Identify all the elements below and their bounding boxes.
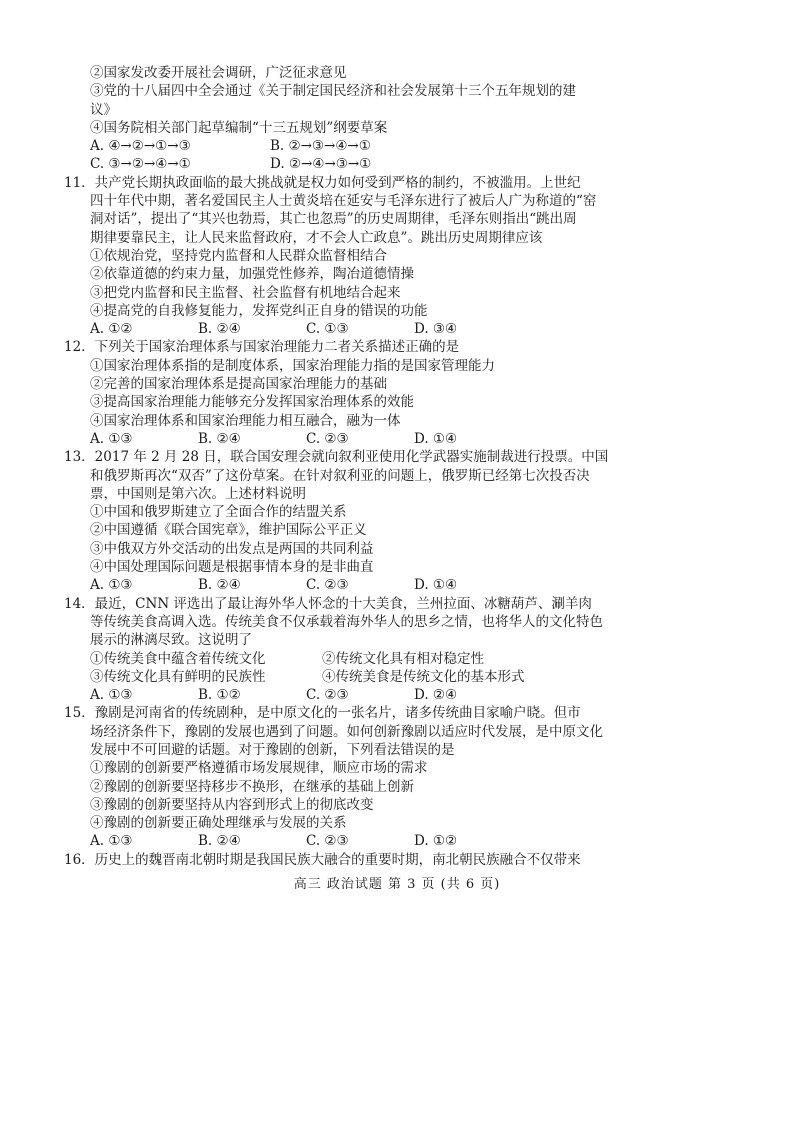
q16-stem: 16．历史上的魏晋南北朝时期是我国民族大融合的重要时期，南北朝民族融合不仅带来	[64, 851, 581, 868]
q13-option-b: B. ②④	[198, 577, 241, 594]
q10-options	[64, 155, 644, 173]
q14-item: ④传统美食是传统文化的基本形式	[322, 668, 525, 685]
q15-option-b: B. ②④	[198, 833, 241, 850]
q14-stem: 14．最近，CNN 评选出了最让海外华人怀念的十大美食，兰州拉面、冰糖葫芦、涮羊肉	[64, 595, 592, 612]
q15-item: ③豫剧的创新要坚持从内容到形式上的彻底改变	[90, 796, 374, 813]
q12-option-c: C. ②③	[306, 430, 349, 447]
q10-option-b: B. ②→③→④→①	[270, 138, 371, 155]
q13-option-c: C. ②③	[306, 577, 349, 594]
q12-option-b: B. ②④	[198, 430, 241, 447]
q11-option-d: D. ③④	[414, 321, 458, 338]
q14-stem: 展示的淋漓尽致。这说明了	[90, 632, 252, 649]
q11-item: ③把党内监督和民主监督、社会监督有机地结合起来	[90, 284, 401, 301]
q10-option-c: C. ③→②→④→①	[90, 156, 191, 173]
q13-stem: 13．2017 年 2 月 28 日，联合国安理会就向叙利亚使用化学武器实施制裁进行投票。中国	[64, 449, 609, 466]
q10-item: 议》	[90, 101, 117, 118]
question-11	[64, 174, 644, 339]
page-footer: 高三 政治试题 第 3 页 (共 6 页)	[293, 877, 501, 892]
q15-stem: 场经济条件下，豫剧的发展也遇到了问题。如何创新豫剧以适应时代发展，是中原文化	[90, 723, 603, 740]
q14-item: ①传统美食中蕴含着传统文化	[90, 650, 266, 667]
q15-stem: 15．豫剧是河南省的传统剧种，是中原文化的一张名片，诸多传统曲目家喻户晓。但市	[64, 705, 581, 722]
q14-stem: 等传统美食高调入选。传统美食不仅承载着海外华人的思乡之情，也将华人的文化特色	[90, 613, 603, 630]
q13-options	[64, 576, 644, 594]
q15-item: ②豫剧的创新要坚持移步不换形，在继承的基础上创新	[90, 778, 414, 795]
q13-option-d: D. ①④	[414, 577, 458, 594]
q11-option-a: A. ①②	[90, 321, 133, 338]
q11-option-c: C. ①③	[306, 321, 349, 338]
q15-options	[64, 832, 644, 850]
q13-stem: 票，中国则是第六次。上述材料说明	[90, 485, 306, 502]
q10-option-d: D. ②→④→③→①	[270, 156, 372, 173]
question-12	[64, 338, 644, 448]
q13-stem: 和俄罗斯再次“双否”了这份草案。在针对叙利亚的问题上，俄罗斯已经第七次投否决	[90, 467, 590, 484]
q13-item: ④中国处理国际问题是根据事情本身的是非曲直	[90, 559, 374, 576]
q14-item-row	[64, 668, 644, 686]
q11-stem: 洞对话”，提出了“其兴也勃焉，其亡也忽焉”的历史周期律，毛泽东则指出“跳出周	[90, 211, 577, 228]
q11-item: ①依规治党，坚持党内监督和人民群众监督相结合	[90, 247, 387, 264]
q12-item: ②完善的国家治理体系是提高国家治理能力的基础	[90, 376, 387, 393]
q12-item: ③提高国家治理能力能够充分发挥国家治理体系的效能	[90, 394, 414, 411]
q15-option-a: A. ①③	[90, 833, 133, 850]
q10-item: ②国家发改委开展社会调研，广泛征求意见	[90, 65, 347, 81]
q10-item: ③党的十八届四中全会通过《关于制定国民经济和社会发展第十三个五年规划的建	[90, 83, 576, 100]
q11-stem: 期律要靠民主，让人民来监督政府，才不会人亡政息”。跳出历史周期律应该	[90, 229, 543, 246]
q12-item: ①国家治理体系指的是制度体系，国家治理能力指的是国家管理能力	[90, 357, 495, 374]
q11-stem: 四十年代中期，著名爱国民主人士黄炎培在延安与毛泽东进行了被后人广为称道的“窑	[90, 193, 597, 210]
question-10-tail	[64, 64, 644, 174]
q13-option-a: A. ①③	[90, 577, 133, 594]
q11-stem: 11．共产党长期执政面临的最大挑战就是权力如何受到严格的制约，不被滥用。上世纪	[64, 174, 581, 191]
q10-options	[64, 137, 644, 155]
q14-options	[64, 686, 644, 704]
q12-stem: 12．下列关于国家治理体系与国家治理能力二者关系描述正确的是	[64, 339, 460, 356]
q14-option-d: D. ②④	[414, 687, 458, 704]
q15-option-c: C. ②③	[306, 833, 349, 850]
q12-option-a: A. ①③	[90, 430, 133, 447]
q11-item: ②依靠道德的约束力量，加强党性修养，陶冶道德情操	[90, 266, 414, 283]
q10-item: ④国务院相关部门起草编制“十三五规划”纲要草案	[90, 119, 388, 136]
q14-option-a: A. ①③	[90, 687, 133, 704]
q15-item: ①豫剧的创新要严格遵循市场发展规律，顺应市场的需求	[90, 760, 428, 777]
q15-option-d: D. ①②	[414, 833, 458, 850]
q11-options	[64, 320, 644, 338]
q12-item: ④国家治理体系和国家治理能力相互融合，融为一体	[90, 412, 401, 429]
question-15	[64, 704, 644, 850]
q14-item: ③传统文化具有鲜明的民族性	[90, 668, 266, 685]
q14-item-row	[64, 650, 644, 668]
q14-option-c: C. ②③	[306, 687, 349, 704]
question-14	[64, 595, 644, 705]
question-16	[64, 851, 644, 869]
q13-item: ②中国遵循《联合国宪章》，维护国际公平正义	[90, 522, 367, 539]
q11-option-b: B. ②④	[198, 321, 241, 338]
q14-item: ②传统文化具有相对稳定性	[322, 650, 484, 667]
q12-options	[64, 430, 644, 448]
q14-option-b: B. ①②	[198, 687, 241, 704]
question-13	[64, 448, 644, 594]
q11-item: ④提高党的自我修复能力，发挥党纠正自身的错误的功能	[90, 302, 428, 319]
q13-item: ③中俄双方外交活动的出发点是两国的共同利益	[90, 540, 374, 557]
q12-option-d: D. ①④	[414, 430, 458, 447]
q13-item: ①中国和俄罗斯建立了全面合作的结盟关系	[90, 504, 347, 521]
q15-item: ④豫剧的创新要正确处理继承与发展的关系	[90, 815, 347, 832]
q10-option-a: A. ④→②→①→③	[90, 138, 191, 155]
q15-stem: 发展中不可回避的话题。对于豫剧的创新，下列看法错误的是	[90, 741, 455, 758]
